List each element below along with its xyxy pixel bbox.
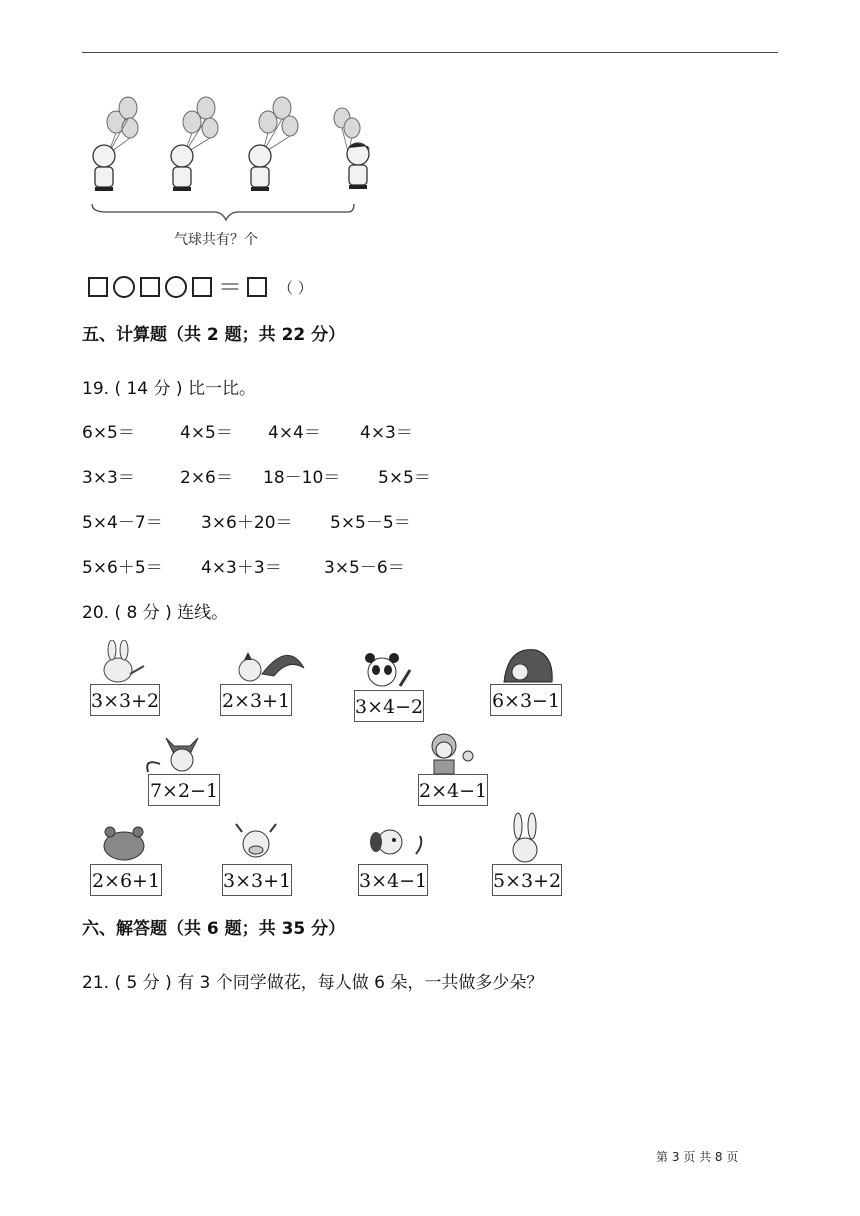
calc-item: 4×3＝: [360, 423, 413, 443]
balloon-kids-picture: [86, 92, 386, 222]
answer-square-2: [140, 277, 160, 297]
answer-paren: （ ）: [278, 278, 313, 297]
answer-square-1: [88, 277, 108, 297]
match-card-dog[interactable]: [354, 818, 430, 898]
match-card-bear[interactable]: [86, 818, 164, 898]
calc-item: 5×5＝: [378, 468, 431, 488]
calc-item: 18－10＝: [263, 468, 341, 488]
bear-icon: [86, 818, 164, 864]
equals-sign: ＝: [218, 273, 242, 301]
calc-item: 3×3＝: [82, 468, 135, 488]
squirrel-icon: [218, 640, 308, 684]
match-card-squirrel[interactable]: [218, 640, 294, 718]
header-rule: [82, 52, 778, 53]
calc-item: 6×5＝: [82, 423, 135, 443]
match-card-fox[interactable]: [144, 728, 222, 808]
question-19-title: 19. ( 14 分 ) 比一比。: [82, 379, 256, 399]
calc-item: 3×6＋20＝: [201, 513, 293, 533]
section-5-title: 五、计算题（共 2 题；共 22 分）: [82, 325, 346, 345]
calc-item: 5×6＋5＝: [82, 558, 163, 578]
expression-card: 3×4−2: [354, 690, 424, 722]
expression-card: 2×3+1: [220, 684, 292, 716]
match-card-panda[interactable]: [352, 646, 426, 722]
rabbit-icon: [88, 640, 162, 684]
match-card-hedgehog[interactable]: [488, 642, 564, 720]
illustration-caption: 气球共有？个: [174, 232, 258, 248]
calc-item: 4×4＝: [268, 423, 321, 443]
match-card-cow[interactable]: [220, 818, 294, 898]
calc-item: 4×5＝: [180, 423, 233, 443]
hedgehog-icon: [488, 642, 564, 686]
page-footer: 第 3 页 共 8 页: [656, 1150, 739, 1164]
answer-square-3: [192, 277, 212, 297]
calc-item: 5×5－5＝: [330, 513, 411, 533]
expression-card: 7×2−1: [148, 774, 220, 806]
match-card-rabbit[interactable]: [88, 640, 162, 718]
match-card-bunny[interactable]: [490, 812, 564, 898]
operator-circle-2: [165, 276, 187, 298]
calc-item: 5×4－7＝: [82, 513, 163, 533]
expression-card: 3×3+1: [222, 864, 292, 896]
symbol-row: [88, 272, 313, 302]
operator-circle-1: [113, 276, 135, 298]
bunny-icon: [490, 812, 564, 864]
calc-item: 3×5－6＝: [324, 558, 405, 578]
dog-icon: [354, 818, 430, 864]
expression-card: 5×3+2: [492, 864, 562, 896]
cow-icon: [220, 818, 294, 864]
section-6-title: 六、解答题（共 6 题；共 35 分）: [82, 919, 346, 939]
expression-card: 6×3−1: [490, 684, 562, 716]
calc-item: 2×6＝: [180, 468, 233, 488]
fox-icon: [144, 728, 222, 774]
expression-card: 3×3+2: [90, 684, 160, 716]
question-21-title: 21. ( 5 分 ) 有 3 个同学做花，每人做 6 朵，一共做多少朵？: [82, 973, 544, 993]
expression-card: 2×4−1: [418, 774, 488, 806]
match-card-girl[interactable]: [416, 728, 490, 808]
expression-card: 3×4−1: [358, 864, 428, 896]
balloon-illustration: [86, 92, 386, 252]
question-20-title: 20. ( 8 分 ) 连线。: [82, 603, 229, 623]
answer-square-result: [247, 277, 267, 297]
expression-card: 2×6+1: [90, 864, 162, 896]
girl-icon: [416, 728, 490, 774]
panda-icon: [352, 646, 426, 690]
calc-item: 4×3＋3＝: [201, 558, 282, 578]
